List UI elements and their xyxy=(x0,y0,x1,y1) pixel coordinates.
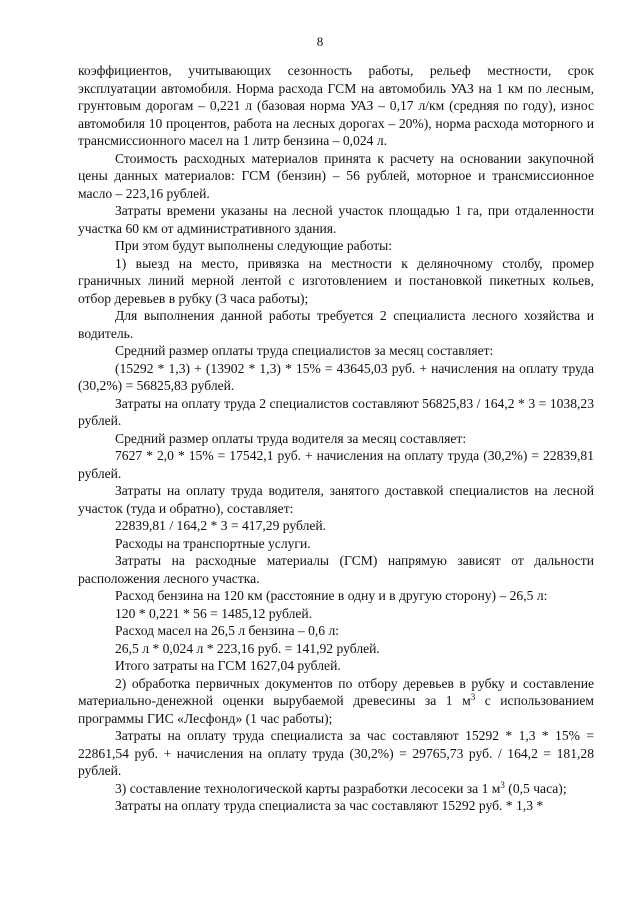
paragraph-24: Затраты на оплату труда специалиста за час составляют 15292 руб. * 1,3 * xyxy=(115,798,544,813)
paragraph-15: Затраты на расходные материалы (ГСМ) напрямую зависят от дальности расположения лесного участка. xyxy=(78,553,594,586)
paragraph-4: При этом будут выполнены следующие работы: xyxy=(115,238,393,253)
paragraph-21-text-end: с использованием программы ГИС «Лесфонд» (1 час работы); xyxy=(78,693,595,726)
paragraph-22: Затраты на оплату труда специалиста за час составляют 15292 * 1,3 * 15% = 22861,54 руб. + начисления на оплату труда (30,2%) = 29765,73 руб. / 164,2 = 181,28 рублей. xyxy=(78,728,594,778)
paragraph-3: Затраты времени указаны на лесной участок площадью 1 га, при отдаленности участка 60 км от административного здания. xyxy=(78,203,594,236)
paragraph-10: Средний размер оплаты труда водителя за месяц составляет: xyxy=(115,430,467,446)
paragraph-8: (15292 * 1,3) + (13902 * 1,3) * 15% = 43645,03 руб. + начисления на оплату труда (30,2%) = 56825,83 рублей. xyxy=(78,360,594,393)
paragraph-21 xyxy=(78,675,594,728)
paragraph-5: 1) выезд на место, привязка на местности к деляночному столбу, промер граничных линий мерной лентой с изготовлением и постановкой пикетных кольев, отбор деревьев в рубку (3 часа работы); xyxy=(78,255,594,306)
paragraph-16: Расход бензина на 120 км (расстояние в одну и в другую сторону) – 26,5 л: xyxy=(115,588,548,603)
paragraph-2: Стоимость расходных материалов принята к расчету на основании закупочной цены данных материалов: ГСМ (бензин) – 56 рублей, моторное и трансмиссионное масло – 223,16 рублей. xyxy=(78,150,594,201)
paragraph-1: коэффициентов, учитывающих сезонность работы, рельеф местности, срок эксплуатации автомобиля. Норма расхода ГСМ на автомобиль УАЗ на 1 км по лесным, грунтовым дорогам – 0,221 л (базовая норма УАЗ – 0,17 л/км (средняя по году), износ автомобиля 10 процентов, работа на лесных дорогах – 20%), норма расхода моторного и трансмиссионного масел на 1 литр бензина – 0,024 л. xyxy=(78,63,594,148)
paragraph-13: 22839,81 / 164,2 * 3 = 417,29 рублей. xyxy=(115,518,327,533)
paragraph-23-text: 3) составление технологической карты разработки лесосеки за 1 м xyxy=(115,780,501,796)
paragraph-14: Расходы на транспортные услуги. xyxy=(115,535,311,551)
cubic-superscript: 3 xyxy=(500,779,505,790)
cubic-superscript: 3 xyxy=(470,692,476,702)
paragraph-18: Расход масел на 26,5 л бензина – 0,6 л: xyxy=(115,623,340,638)
paragraph-6: Для выполнения данной работы требуется 2 специалиста лесного хозяйства и водитель. xyxy=(78,308,594,341)
paragraph-7: Средний размер оплаты труда специалистов за месяц составляет: xyxy=(115,343,494,358)
paragraph-12: Затраты на оплату труда водителя, занятого доставкой специалистов на лесной участок (туда и обратно), составляет: xyxy=(78,483,594,516)
paragraph-19: 26,5 л * 0,024 л * 223,16 руб. = 141,92 рублей. xyxy=(115,640,380,656)
paragraph-9: Затраты на оплату труда 2 специалистов составляют 56825,83 / 164,2 * 3 = 1038,23 рублей. xyxy=(78,395,594,428)
paragraph-23 xyxy=(78,780,594,798)
paragraph-17: 120 * 0,221 * 56 = 1485,12 рублей. xyxy=(115,605,313,621)
paragraph-11: 7627 * 2,0 * 15% = 17542,1 руб. + начисления на оплату труда (30,2%) = 22839,81 рублей. xyxy=(78,448,594,481)
document-body xyxy=(78,62,594,815)
paragraph-23-text-end: (0,5 часа); xyxy=(504,780,567,796)
paragraph-21-text: 2) обработка первичных документов по отбору деревьев в рубку и составление материально-денежной оценки вырубаемой древесины за 1 м xyxy=(78,675,594,708)
page-number: 8 xyxy=(316,34,324,49)
paragraph-20: Итого затраты на ГСМ 1627,04 рублей. xyxy=(115,658,341,673)
